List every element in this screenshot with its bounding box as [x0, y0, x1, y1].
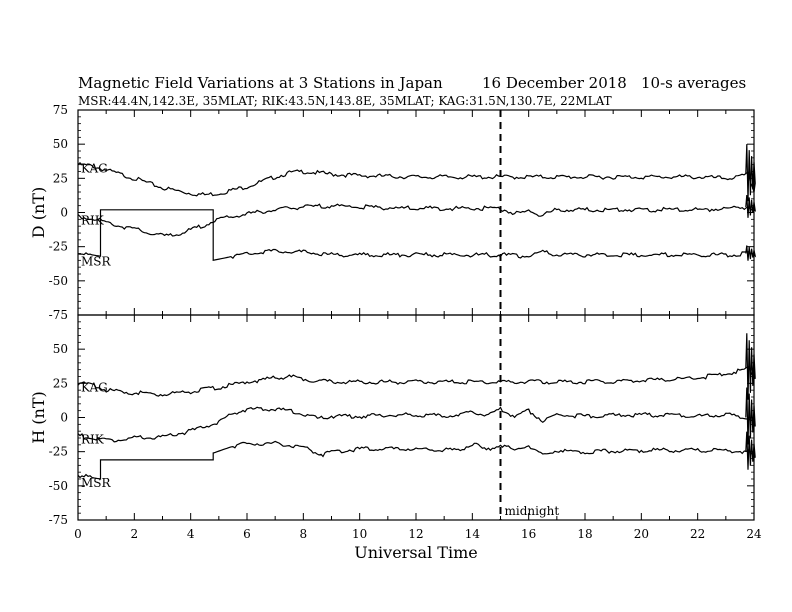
y-tick-label: 0: [60, 410, 68, 425]
series-line-kag: [78, 367, 754, 396]
d-panel: [29, 103, 755, 322]
x-tick-label: 8: [299, 527, 308, 541]
x-tick-label: 6: [243, 527, 251, 541]
series-line-rik: [78, 407, 754, 442]
y-tick-label: 50: [52, 137, 68, 152]
y-tick-label: 0: [60, 205, 68, 220]
y-tick-label: -50: [48, 273, 68, 288]
series-label-msr: MSR: [81, 475, 111, 490]
series-label-kag: KAG: [81, 380, 108, 395]
x-tick-label: 18: [577, 527, 593, 541]
y-tick-label: -75: [48, 308, 68, 322]
series-label-rik: RIK: [81, 213, 104, 228]
x-tick-label: 0: [74, 527, 82, 541]
h-panel: [29, 315, 762, 541]
series-label-msr: MSR: [81, 254, 111, 269]
chart-averaging: 10-s averages: [641, 74, 747, 92]
x-tick-label: 14: [464, 527, 480, 541]
x-tick-label: 12: [408, 527, 424, 541]
plot-frame: [78, 110, 754, 315]
y-tick-label: -25: [48, 239, 68, 254]
series-line-msr: [78, 441, 754, 479]
x-tick-label: 2: [130, 527, 139, 541]
x-tick-label: 20: [633, 527, 649, 541]
x-tick-label: 24: [746, 527, 762, 541]
station-coordinates: MSR:44.4N,142.3E, 35MLAT; RIK:43.5N,143.8E, 35MLAT; KAG:31.5N,130.7E, 22MLAT: [78, 94, 612, 108]
x-tick-label: 16: [521, 527, 537, 541]
series-line-kag: [78, 163, 754, 196]
x-tick-label: 10: [352, 527, 368, 541]
series-label-rik: RIK: [81, 432, 104, 447]
series-label-kag: KAG: [81, 161, 108, 176]
y-tick-label: 50: [52, 342, 68, 357]
series-line-rik: [78, 204, 754, 236]
chart-title: Magnetic Field Variations at 3 Stations in Japan: [78, 74, 443, 92]
y-axis-title: D (nT): [29, 186, 48, 239]
x-tick-label: 4: [186, 527, 195, 541]
y-tick-label: 75: [52, 103, 68, 117]
plot-frame: [78, 315, 754, 520]
chart-date: 16 December 2018: [482, 74, 627, 92]
y-axis-title: H (nT): [29, 391, 48, 444]
midnight-label: midnight: [504, 504, 560, 518]
x-axis-title: Universal Time: [354, 543, 478, 562]
x-tick-label: 22: [690, 527, 706, 541]
y-tick-label: 25: [52, 376, 68, 391]
y-tick-label: -75: [48, 513, 68, 527]
y-tick-label: 25: [52, 171, 68, 186]
y-tick-label: -25: [48, 444, 68, 459]
y-tick-label: -50: [48, 478, 68, 493]
